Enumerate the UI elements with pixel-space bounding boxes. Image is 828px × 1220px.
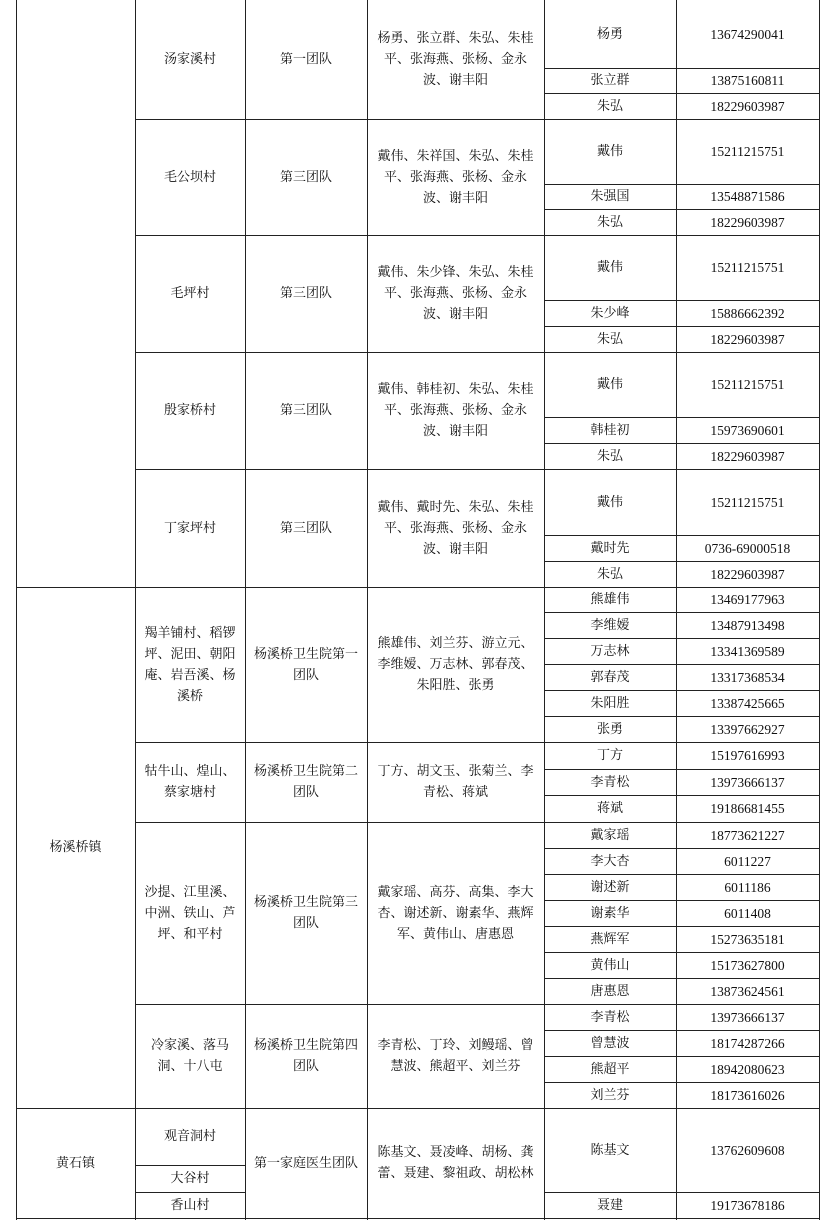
contact-phone: [676, 1004, 819, 1030]
contact-name: [544, 742, 676, 769]
table-rule: [544, 664, 820, 665]
team-name-text: 第三团队: [279, 520, 332, 536]
contact-name-text: 谢素华: [590, 905, 630, 921]
contact-phone-text: 18229603987: [710, 214, 785, 230]
village-name: [135, 822, 245, 1004]
contact-name: [544, 184, 676, 209]
team-name: [245, 822, 367, 1004]
village-name-text: 观音洞村: [163, 1129, 216, 1144]
contact-phone-text: 18229603987: [710, 566, 785, 582]
village-name-text: 沙提、江里溪、中洲、铁山、芦坪、和平村: [144, 884, 236, 942]
table-rule: [135, 1192, 246, 1193]
contact-name-text: 朱弘: [596, 98, 623, 114]
team-members: [367, 1004, 544, 1108]
contact-name-text: 聂建: [596, 1197, 623, 1213]
contact-phone-text: 15973690601: [710, 422, 785, 438]
contact-phone: [676, 1192, 819, 1218]
village-name-text: 毛坪村: [170, 286, 210, 301]
village-name: [135, 1165, 245, 1192]
table-rule: [544, 900, 820, 901]
contact-name: [544, 535, 676, 561]
contact-phone-text: 18229603987: [710, 98, 785, 114]
team-name-text: 第三团队: [279, 286, 332, 301]
contact-phone-text: 15273635181: [710, 931, 785, 947]
contact-name-text: 李维嫒: [590, 617, 630, 633]
contact-name: [544, 587, 676, 612]
contact-name: [544, 352, 676, 417]
team-name: [245, 0, 367, 119]
contact-name-text: 朱弘: [596, 566, 623, 582]
village-name: [135, 235, 245, 352]
contact-phone: [676, 1108, 819, 1192]
team-name-text: 杨溪桥卫生院第一团队: [253, 646, 358, 683]
contact-name-text: 张勇: [596, 721, 623, 737]
contact-name: [544, 1192, 676, 1218]
contact-phone-text: 19186681455: [710, 801, 785, 816]
contact-phone: [676, 795, 819, 822]
contact-name: [544, 848, 676, 874]
contact-name-text: 万志林: [590, 643, 630, 659]
table-rule: [544, 209, 820, 210]
contact-phone: [676, 417, 819, 443]
team-members: [367, 235, 544, 352]
contact-name-text: 朱阳胜: [590, 695, 630, 711]
village-name-text: 汤家溪村: [163, 52, 216, 67]
team-name: [245, 469, 367, 587]
contact-name-text: 丁方: [596, 748, 623, 763]
contact-name-text: 曾慧波: [590, 1035, 630, 1051]
contact-phone-text: 15173627800: [710, 957, 785, 973]
contact-phone: [676, 352, 819, 417]
team-members-text: 陈基文、聂凌峰、胡杨、龚蕾、聂建、黎祖政、胡松林: [377, 1145, 534, 1181]
contact-phone: [676, 769, 819, 795]
contact-name: [544, 952, 676, 978]
contact-name-text: 朱弘: [596, 331, 623, 347]
contact-name-text: 蒋斌: [596, 801, 623, 816]
table-rule: [544, 638, 820, 639]
table-rule: [544, 1082, 820, 1083]
contact-phone-text: 15211215751: [710, 144, 785, 159]
contact-phone-text: 13674290041: [710, 26, 785, 42]
contact-name: [544, 926, 676, 952]
contact-phone-text: 15211215751: [710, 377, 785, 392]
village-name-text: 殷家桥村: [163, 403, 216, 418]
table-rule: [544, 795, 820, 796]
contact-phone: [676, 535, 819, 561]
contact-phone-text: 13873624561: [710, 983, 785, 999]
village-name-text: 大谷村: [170, 1171, 210, 1186]
contact-name: [544, 664, 676, 690]
contact-phone: [676, 638, 819, 664]
contact-name-text: 刘兰芬: [590, 1087, 630, 1103]
contact-name-text: 燕辉军: [590, 931, 630, 947]
team-name-text: 第三团队: [279, 403, 332, 418]
contact-phone-text: 13387425665: [710, 695, 785, 711]
table-rule: [544, 417, 820, 418]
team-members-text: 丁方、胡文玉、张菊兰、李青松、蒋斌: [377, 764, 534, 800]
team-members: [367, 1108, 544, 1218]
contact-name: [544, 690, 676, 716]
contact-phone-text: 15211215751: [710, 260, 785, 275]
village-name: [135, 1192, 245, 1218]
contact-name-text: 戴伟: [596, 260, 623, 275]
contact-phone: [676, 326, 819, 352]
contact-name-text: 熊超平: [590, 1061, 630, 1077]
team-members-text: 熊雄伟、刘兰芬、游立元、李维嫒、万志林、郭春茂、朱阳胜、张勇: [377, 636, 534, 693]
contact-phone-text: 15197616993: [710, 748, 785, 763]
contact-phone-text: 13317368534: [710, 669, 785, 685]
table-rule: [544, 769, 820, 770]
contact-name: [544, 209, 676, 235]
contact-name: [544, 795, 676, 822]
team-members: [367, 119, 544, 235]
contact-name: [544, 443, 676, 469]
town-name-text: 杨溪桥镇: [49, 840, 102, 855]
contact-name-text: 朱强国: [590, 189, 630, 204]
contact-name: [544, 769, 676, 795]
contact-name: [544, 1082, 676, 1108]
team-members-text: 戴伟、朱少锋、朱弘、朱桂平、张海燕、张杨、金永波、谢丰阳: [377, 265, 534, 322]
contact-name-text: 戴伟: [596, 494, 623, 510]
village-name: [135, 469, 245, 587]
village-name-text: 丁家坪村: [163, 520, 216, 536]
contact-name: [544, 68, 676, 93]
contact-phone: [676, 742, 819, 769]
table-rule: [544, 561, 820, 562]
table-rule: [544, 326, 820, 327]
village-name: [135, 119, 245, 235]
contact-name-text: 戴时先: [590, 540, 630, 556]
contact-phone-text: 6011186: [724, 879, 771, 895]
contact-phone: [676, 926, 819, 952]
town-name-text: 黄石镇: [55, 1155, 95, 1171]
table-rule: [16, 1218, 820, 1219]
contact-name-text: 李青松: [590, 774, 630, 790]
contact-name-text: 郭春茂: [590, 669, 630, 685]
contact-phone-text: 18229603987: [710, 448, 785, 464]
contact-phone-text: 13487913498: [710, 617, 785, 633]
contact-phone-text: 18942080623: [710, 1061, 785, 1077]
contact-name: [544, 93, 676, 119]
contact-name-text: 朱弘: [596, 448, 623, 464]
contact-phone: [676, 443, 819, 469]
village-name-text: 羯羊铺村、稻锣坪、泥田、朝阳庵、岩吾溪、杨溪桥: [144, 625, 236, 704]
contact-phone: [676, 1082, 819, 1108]
contact-name: [544, 638, 676, 664]
contact-name-text: 陈基文: [590, 1142, 630, 1158]
contact-name: [544, 0, 676, 68]
contact-name-text: 熊雄伟: [590, 592, 630, 607]
team-members: [367, 742, 544, 822]
team-members: [367, 822, 544, 1004]
contact-phone: [676, 587, 819, 612]
contact-name: [544, 1004, 676, 1030]
town-name: [16, 1108, 135, 1218]
contact-name-text: 戴伟: [596, 144, 623, 159]
team-name-text: 杨溪桥卫生院第三团队: [253, 895, 358, 931]
table-rule: [544, 443, 820, 444]
contact-phone-text: 6011227: [724, 853, 771, 869]
contact-name: [544, 326, 676, 352]
table-rule: [544, 1030, 820, 1031]
team-name-text: 第一团队: [279, 52, 332, 67]
contact-phone-text: 18173616026: [710, 1087, 785, 1103]
contact-phone: [676, 209, 819, 235]
contact-phone-text: 13973666137: [710, 774, 785, 790]
contact-name: [544, 119, 676, 184]
contact-phone-text: 13341369589: [710, 643, 785, 659]
contact-name: [544, 1108, 676, 1192]
table-rule: [544, 874, 820, 875]
team-name-text: 杨溪桥卫生院第四团队: [253, 1038, 358, 1074]
team-name: [245, 587, 367, 742]
contact-phone: [676, 469, 819, 535]
table-rule: [544, 952, 820, 953]
contact-phone-text: 13469177963: [710, 592, 785, 607]
table-rule: [544, 612, 820, 613]
contact-name: [544, 1030, 676, 1056]
contact-name-text: 谢述新: [590, 879, 630, 895]
contact-phone-text: 18229603987: [710, 331, 785, 347]
contact-phone: [676, 235, 819, 300]
table-rule: [544, 184, 820, 185]
contact-name: [544, 978, 676, 1004]
team-members-text: 杨勇、张立群、朱弘、朱桂平、张海燕、张杨、金永波、谢丰阳: [377, 31, 534, 88]
contact-phone-text: 13875160811: [710, 73, 785, 88]
team-members: [367, 587, 544, 742]
village-name: [135, 0, 245, 119]
village-name-text: 香山村: [170, 1197, 210, 1213]
contact-name: [544, 561, 676, 587]
table-rule: [544, 300, 820, 301]
contact-name: [544, 417, 676, 443]
contact-name: [544, 1056, 676, 1082]
team-name-text: 第三团队: [279, 169, 332, 185]
team-name: [245, 1108, 367, 1218]
team-name-text: 杨溪桥卫生院第二团队: [253, 764, 358, 800]
village-name: [135, 1108, 245, 1165]
contact-name-text: 杨勇: [596, 26, 623, 42]
contact-name-text: 黄伟山: [590, 957, 630, 973]
table-rule: [544, 1056, 820, 1057]
contact-name: [544, 300, 676, 326]
contact-name-text: 朱少峰: [590, 305, 630, 321]
contact-phone: [676, 1056, 819, 1082]
table-rule: [544, 535, 820, 536]
contact-phone: [676, 612, 819, 638]
contact-name-text: 唐惠恩: [590, 983, 630, 999]
table-rule: [819, 0, 820, 1220]
table-rule: [544, 716, 820, 717]
team-members-text: 李青松、丁玲、刘鳗瑶、曾慧波、熊超平、刘兰芬: [377, 1038, 534, 1074]
contact-name: [544, 874, 676, 900]
village-name-text: 冷家溪、落马洞、十八屯: [150, 1038, 229, 1074]
contact-phone: [676, 848, 819, 874]
contact-phone: [676, 716, 819, 742]
contact-phone: [676, 184, 819, 209]
team-name: [245, 119, 367, 235]
village-name: [135, 1004, 245, 1108]
contact-name-text: 戴伟: [596, 377, 623, 392]
village-name: [135, 352, 245, 469]
village-name-text: 毛公坝村: [163, 169, 216, 185]
team-members: [367, 469, 544, 587]
team-name: [245, 1004, 367, 1108]
table-rule: [544, 926, 820, 927]
contact-phone-text: 18773621227: [710, 827, 785, 843]
team-members: [367, 352, 544, 469]
contact-phone: [676, 664, 819, 690]
table-rule: [544, 93, 820, 94]
table-rule: [544, 848, 820, 849]
contact-name: [544, 612, 676, 638]
contact-name-text: 朱弘: [596, 214, 623, 230]
team-name: [245, 235, 367, 352]
contact-phone: [676, 300, 819, 326]
contact-name-text: 戴家瑶: [590, 827, 630, 843]
contact-phone-text: 13762609608: [710, 1142, 785, 1158]
contact-phone: [676, 822, 819, 848]
contact-name: [544, 235, 676, 300]
contact-phone: [676, 0, 819, 68]
team-name: [245, 742, 367, 822]
contact-name: [544, 900, 676, 926]
table-rule: [544, 690, 820, 691]
contact-phone-text: 13548871586: [710, 189, 785, 204]
contact-name: [544, 469, 676, 535]
contact-phone-text: 13397662927: [710, 721, 785, 737]
village-name-text: 牯牛山、煌山、蔡家塘村: [144, 764, 236, 800]
contact-phone-text: 15211215751: [710, 494, 785, 510]
contact-phone: [676, 68, 819, 93]
contact-phone-text: 19173678186: [710, 1197, 785, 1213]
contact-phone: [676, 690, 819, 716]
contact-phone: [676, 93, 819, 119]
contact-name-text: 张立群: [590, 73, 630, 88]
contact-name-text: 李青松: [590, 1009, 630, 1025]
contact-phone-text: 15886662392: [710, 305, 785, 321]
contact-phone: [676, 119, 819, 184]
table-rule: [544, 1192, 820, 1193]
contact-phone: [676, 952, 819, 978]
contact-phone-text: 0736-69000518: [704, 540, 791, 556]
contact-name-text: 韩桂初: [590, 422, 630, 438]
team-members-text: 戴伟、戴时先、朱弘、朱桂平、张海燕、张杨、金永波、谢丰阳: [377, 499, 534, 557]
table-rule: [135, 1165, 246, 1166]
table-rule: [544, 68, 820, 69]
contact-phone: [676, 1030, 819, 1056]
village-name: [135, 587, 245, 742]
contact-name: [544, 716, 676, 742]
town-name: [16, 587, 135, 1108]
contact-phone-text: 13973666137: [710, 1009, 785, 1025]
team-members: [367, 0, 544, 119]
contact-name: [544, 822, 676, 848]
contact-phone: [676, 900, 819, 926]
team-members-text: 戴家瑶、高芬、高集、李大杏、谢述新、谢素华、燕辉军、黄伟山、唐惠恩: [377, 884, 534, 942]
contact-phone-text: 18174287266: [710, 1035, 785, 1051]
contact-phone: [676, 978, 819, 1004]
contact-phone-text: 6011408: [724, 905, 771, 921]
team-members-text: 戴伟、韩桂初、朱弘、朱桂平、张海燕、张杨、金永波、谢丰阳: [377, 382, 534, 439]
contact-phone: [676, 874, 819, 900]
contact-name-text: 李大杏: [590, 853, 630, 869]
team-name: [245, 352, 367, 469]
team-members-text: 戴伟、朱祥国、朱弘、朱桂平、张海燕、张杨、金永波、谢丰阳: [377, 148, 534, 206]
team-name-text: 第一家庭医生团队: [253, 1155, 358, 1171]
village-name: [135, 742, 245, 822]
table-rule: [544, 978, 820, 979]
contact-phone: [676, 561, 819, 587]
